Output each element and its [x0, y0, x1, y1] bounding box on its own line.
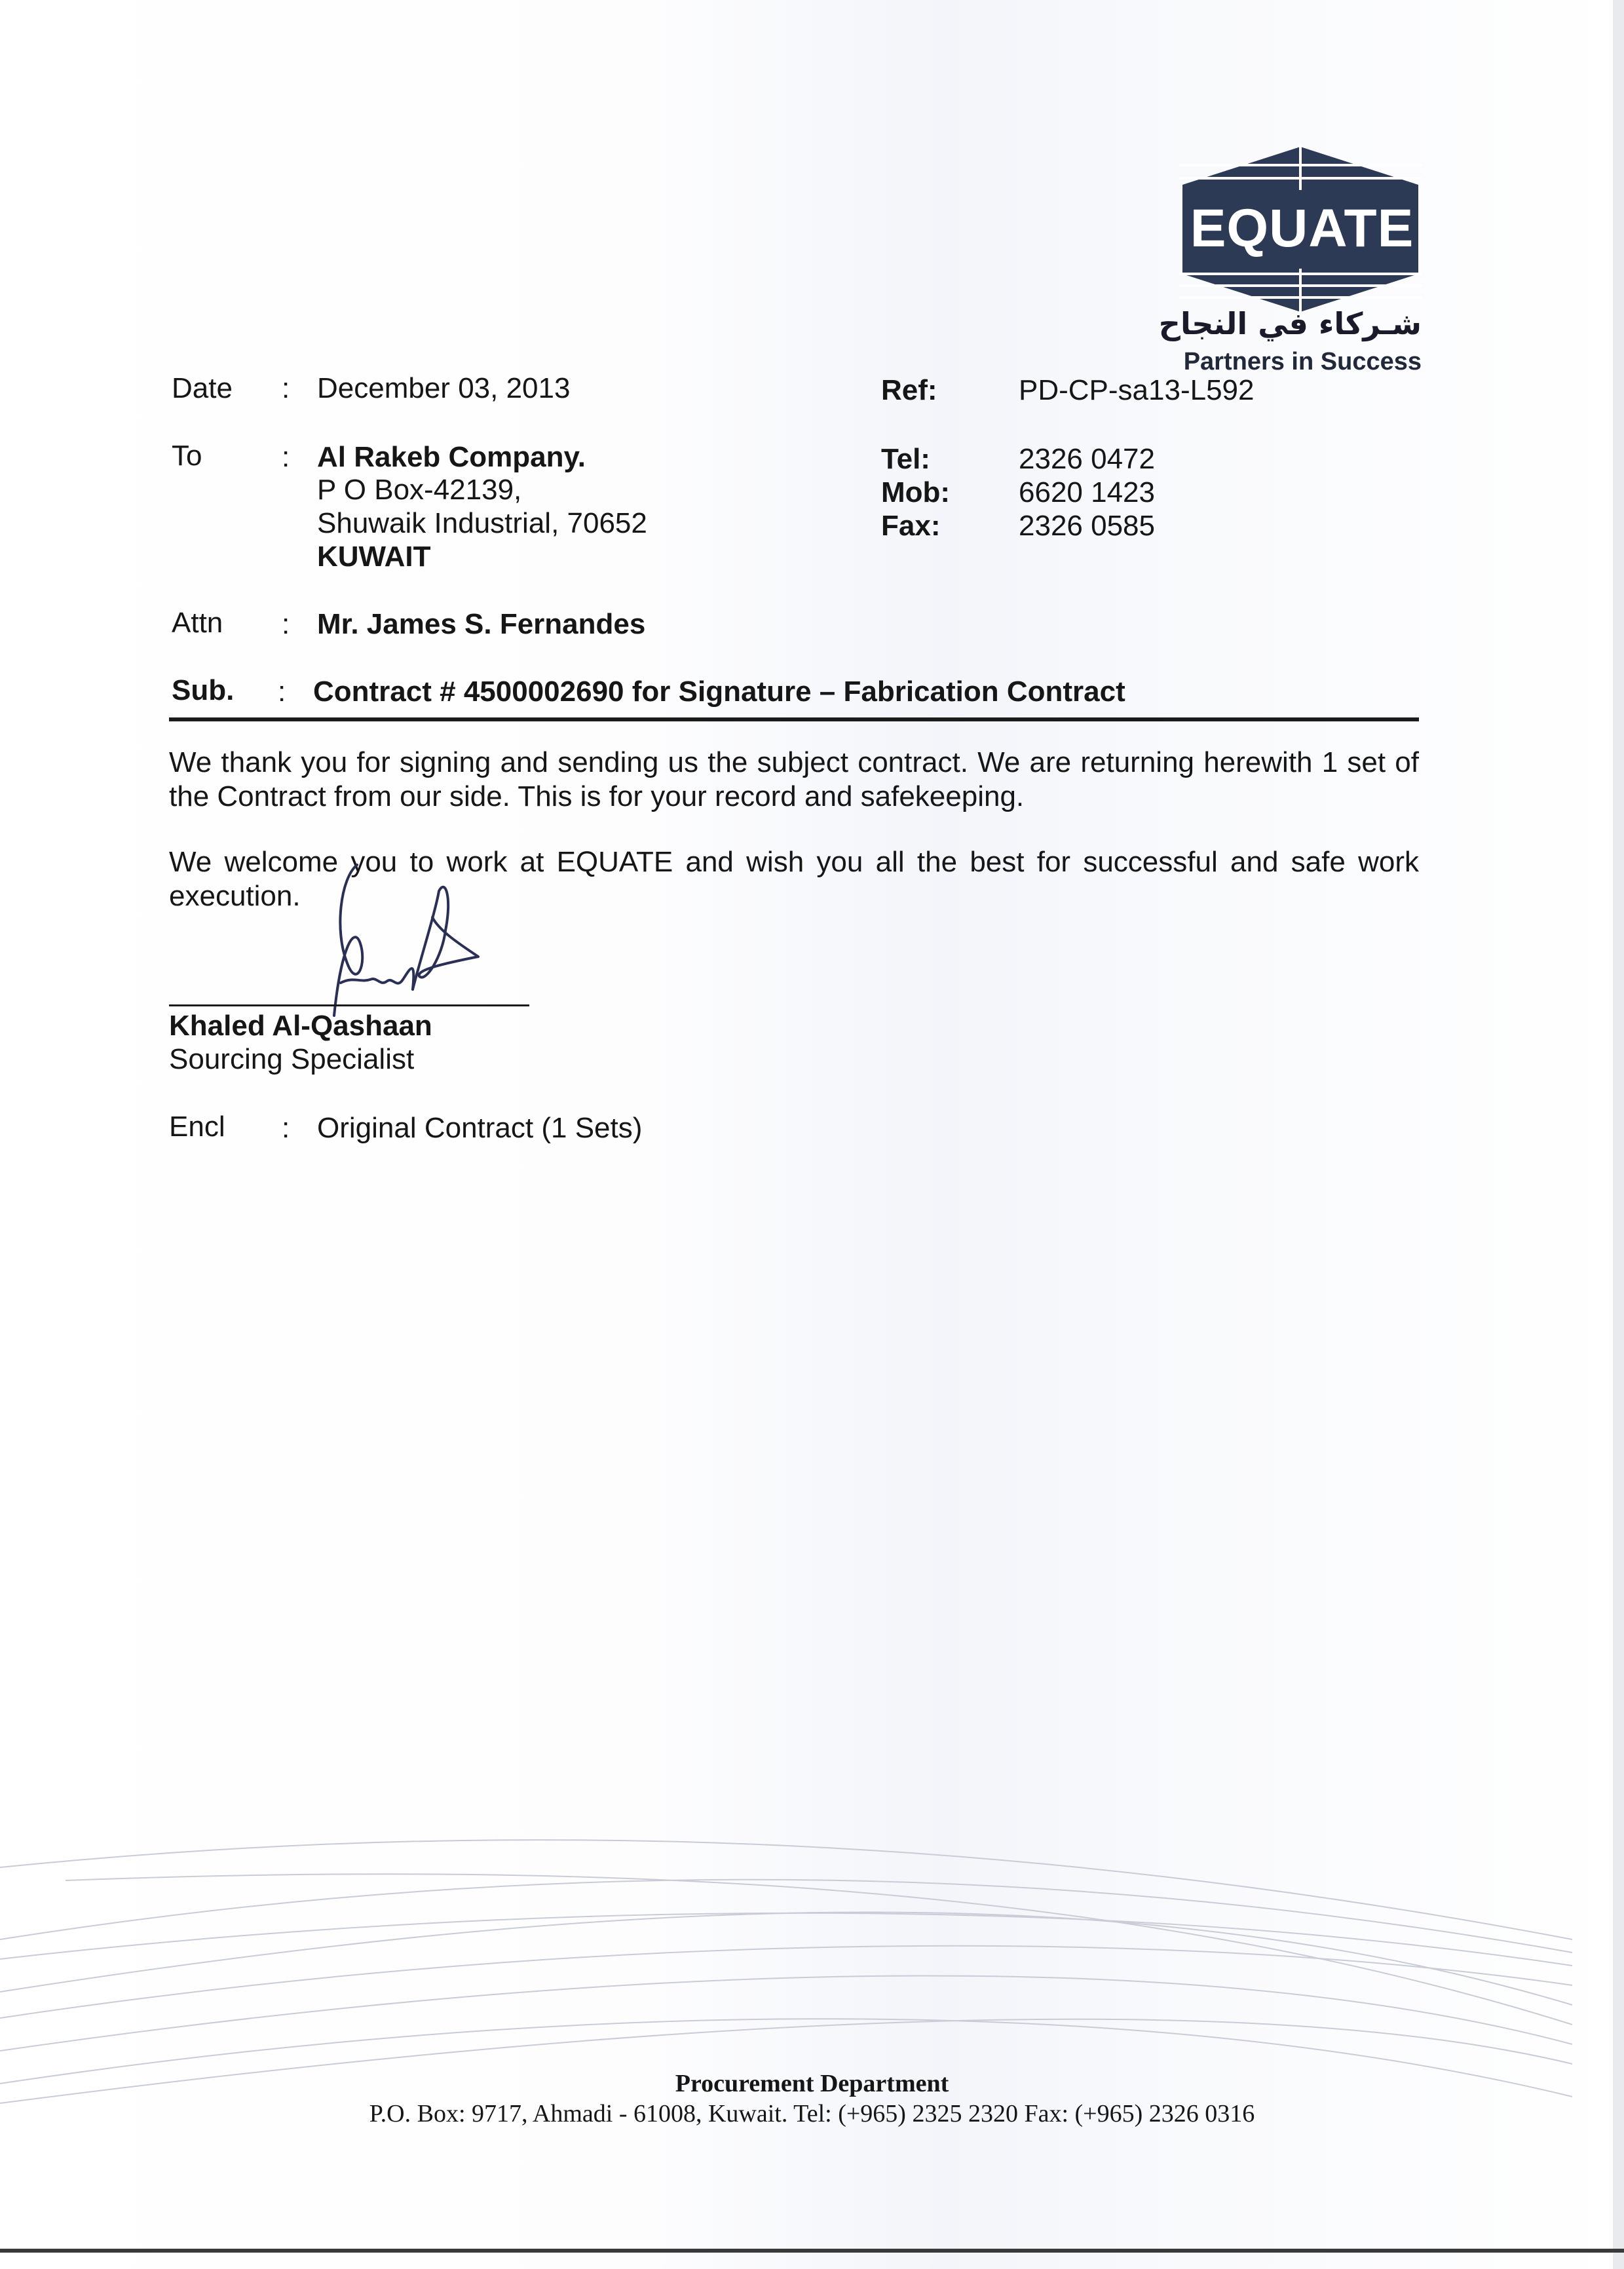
footer-address: P.O. Box: 9717, Ahmadi - 61008, Kuwait. Tel: (+965) 2325 2320 Fax: (+965) 2326 0316 [369, 2100, 1255, 2127]
date-colon: : [282, 372, 290, 404]
signatory-title: Sourcing Specialist [169, 1043, 415, 1075]
attn-label: Attn [172, 607, 223, 639]
logo-brand-text: EQUATE [1190, 199, 1414, 258]
handwritten-signature [321, 852, 485, 1022]
to-address-line3: Shuwaik Industrial, 70652 [317, 507, 647, 539]
enclosure-label: Encl [169, 1111, 225, 1143]
fax-label: Fax: [881, 510, 941, 542]
ref-value: PD-CP-sa13-L592 [1019, 374, 1255, 406]
scan-right-edge [1613, 0, 1624, 2269]
mob-value: 6620 1423 [1019, 476, 1155, 508]
scan-bottom-edge [0, 2249, 1624, 2253]
subject-label: Sub. [172, 674, 235, 706]
to-country: KUWAIT [317, 541, 431, 573]
logo-arabic-tagline: شـركاء في النجاح [1158, 306, 1422, 341]
enclosure-value: Original Contract (1 Sets) [317, 1112, 643, 1144]
ref-label: Ref: [881, 374, 937, 406]
tel-label: Tel: [881, 443, 930, 475]
to-label: To [172, 440, 202, 472]
tel-value: 2326 0472 [1019, 443, 1155, 475]
enclosure-colon: : [282, 1112, 290, 1144]
to-company: Al Rakeb Company. [317, 441, 586, 473]
footer-department: Procurement Department [675, 2070, 949, 2097]
to-colon: : [282, 441, 290, 473]
signature-line [169, 1004, 529, 1006]
attn-colon: : [282, 608, 290, 640]
date-value: December 03, 2013 [317, 372, 571, 404]
subject-divider [169, 717, 1419, 721]
fax-value: 2326 0585 [1019, 510, 1155, 542]
logo-tagline: Partners in Success [1183, 348, 1422, 375]
date-label: Date [172, 372, 233, 404]
body-paragraph-2: We welcome you to work at EQUATE and wish you all the best for successful and safe work execution. [169, 846, 1419, 912]
subject-colon: : [278, 676, 286, 708]
signatory-name: Khaled Al-Qashaan [169, 1010, 432, 1042]
attn-value: Mr. James S. Fernandes [317, 608, 646, 640]
body-paragraph-1: We thank you for signing and sending us the subject contract. We are returning herewith 1 set of the Contract from our side. This is for your record and safekeeping. [169, 746, 1419, 812]
subject-value: Contract # 4500002690 for Signature – Fabrication Contract [313, 676, 1125, 708]
to-address-line2: P O Box-42139, [317, 474, 522, 506]
mob-label: Mob: [881, 476, 951, 508]
